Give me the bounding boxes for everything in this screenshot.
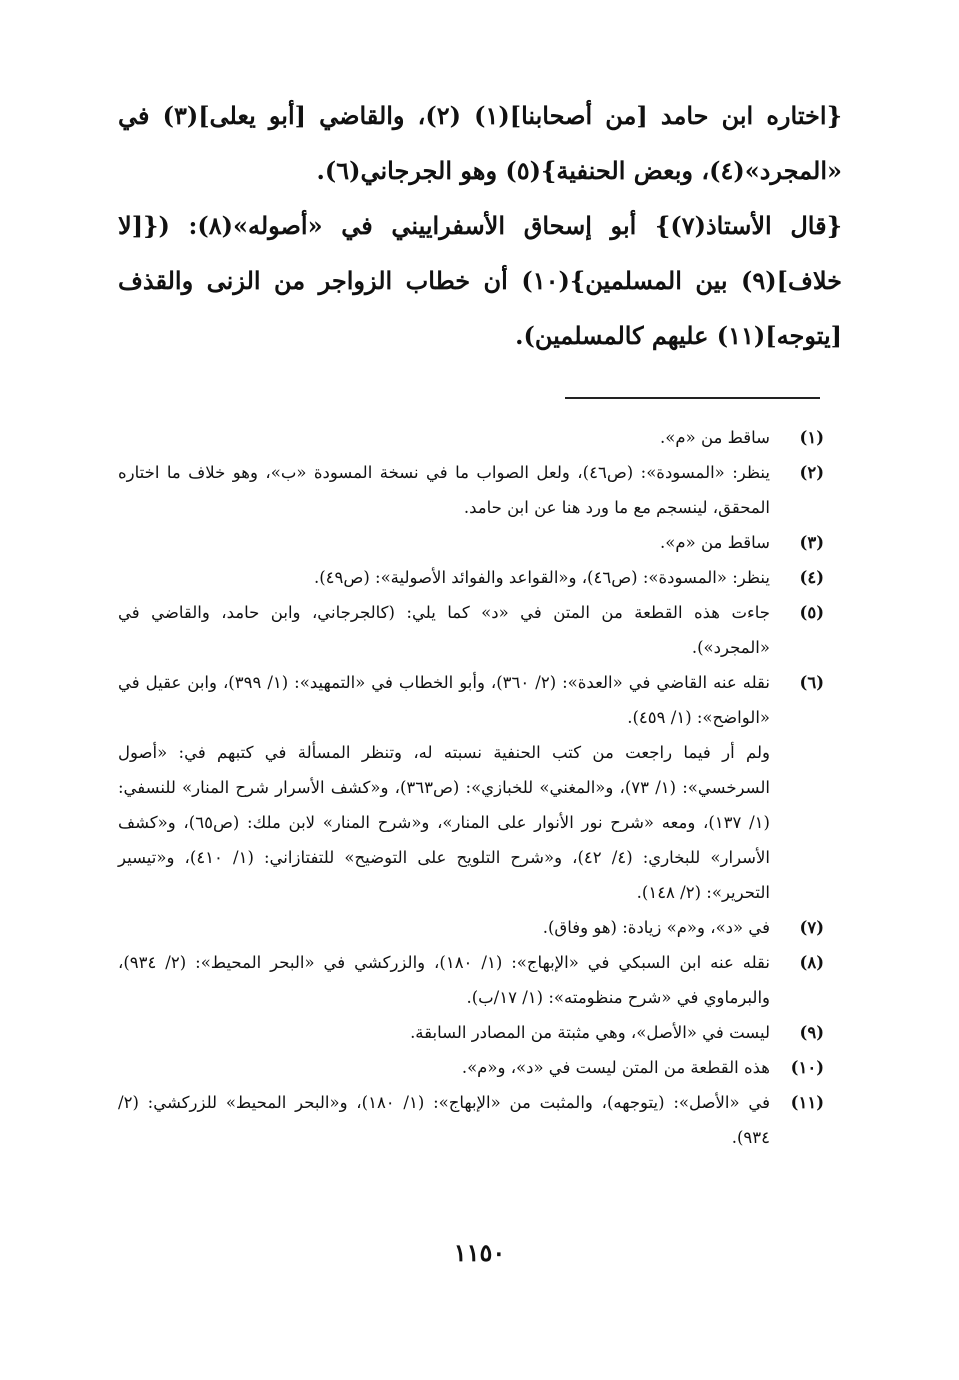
footnote-6-continuation: ولم أر فيما راجعت من كتب الحنفية نسبته له، وتنظر المسألة في كتبهم في: «أصول السرخسي»: (١/ ٧٣)، و«المغني» للخبازي»: (ص٣٦٣)، و«كشف الأسرار شرح المنار» للنسفي: (١/ ١٣٧)، ومعه «شرح نور الأنوار على المنار»، و«شرح المنار» لابن ملك: (ص٦٥)، و«كشف الأسرار» للبخاري: (٤/ ٤٢)، و«شرح التلويح على التوضيح» للتفتازاني: (١/ ٤١٠)، و«تيسير التحرير»: (٢/ ١٤٨).: [118, 743, 771, 902]
footnote-10: [118, 1050, 824, 1085]
footnote-text: ساقط من «م».: [660, 428, 770, 447]
main-text: [118, 88, 842, 363]
footnote-text: ساقط من «م».: [660, 533, 770, 552]
footnote-text: في «د»، و«م» زيادة: (هو وفاق).: [542, 918, 770, 937]
footnote-text: ينظر: «المسودة»: (ص٤٦)، ولعل الصواب ما في نسخة المسودة «ب»، وهو خلاف ما اختاره المحقق، لينسجم مع ما ورد هنا عن ابن حامد.: [118, 463, 770, 517]
footnotes: [118, 420, 824, 1155]
footnote-number: (٦): [799, 673, 824, 692]
footnote-number: (٣): [799, 533, 824, 552]
footnote-text: جاءت هذه القطعة من المتن في «د» كما يلي: (كالجرجاني، وابن حامد، والقاضي في «المجرد»).: [118, 603, 770, 657]
footnote-number: (٢): [799, 463, 824, 482]
footnote-text: نقله عنه القاضي في «العدة»: (٢/ ٣٦٠)، وأبو الخطاب في «التمهيد»: (١/ ٣٩٩)، وابن عقيل في «الواضح»: (١/ ٤٥٩).: [118, 673, 770, 727]
footnote-number: (١١): [790, 1093, 824, 1112]
footnote-number: (٤): [799, 568, 824, 587]
page-number: ١١٥٠: [453, 1238, 506, 1267]
footnote-text: ليست في «الأصل»، وهي مثبتة من المصادر السابقة.: [410, 1023, 770, 1042]
footnote-number: (٩): [799, 1023, 824, 1042]
main-paragraph-1: {اختاره ابن حامد [من أصحابنا](١) (٢)، والقاضي [أبو يعلى](٣) في «المجرد»(٤)، وبعض الحنفية}(٥) وهو الجرجاني(٦).: [118, 101, 842, 185]
footnote-5: [118, 595, 824, 665]
footnote-separator: [565, 397, 820, 399]
footnote-3: [118, 525, 824, 560]
footnote-number: (٥): [799, 603, 824, 622]
footnote-9: [118, 1015, 824, 1050]
footnote-6: [118, 665, 824, 735]
footnote-4: [118, 560, 824, 595]
footnote-1: [118, 420, 824, 455]
footnote-7: [118, 910, 824, 945]
footnote-text: هذه القطعة من المتن ليست في «د»، و«م».: [461, 1058, 770, 1077]
footnote-2: [118, 455, 824, 525]
footnote-number: (٧): [799, 918, 824, 937]
footnote-8: [118, 945, 824, 1015]
footnote-number: (١٠): [790, 1058, 824, 1077]
footnote-number: (٨): [799, 953, 824, 972]
footnote-11: [118, 1085, 824, 1155]
footnote-number: (١): [799, 428, 824, 447]
main-paragraph-2: {قال الأستاذ(٧)} أبو إسحاق الأسفراييني في «أصوله»(٨): ({[لا خلاف](٩) بين المسلمين}(١٠) أن خطاب الزواجر من الزنى والقذف [يتوجه](١١) عليهم كالمسلمين).: [118, 211, 842, 350]
footnote-text: ينظر: «المسودة»: (ص٤٦)، و«القواعد والفوائد الأصولية»: (ص٤٩).: [313, 568, 770, 587]
footnote-text: نقله عنه ابن السبكي في «الإبهاج»: (١/ ١٨٠)، والزركشي في «البحر المحيط»: (٢/ ٩٣٤)، والبرماوي في «شرح منظومته»: (١/ ١٧/ب).: [118, 953, 770, 1007]
footnote-text: في «الأصل»: (يتوجهه)، والمثبت من «الإبهاج»: (١/ ١٨٠)، و«البحر المحيط» للزركشي: (٢/ ٩٣٤).: [118, 1093, 770, 1147]
